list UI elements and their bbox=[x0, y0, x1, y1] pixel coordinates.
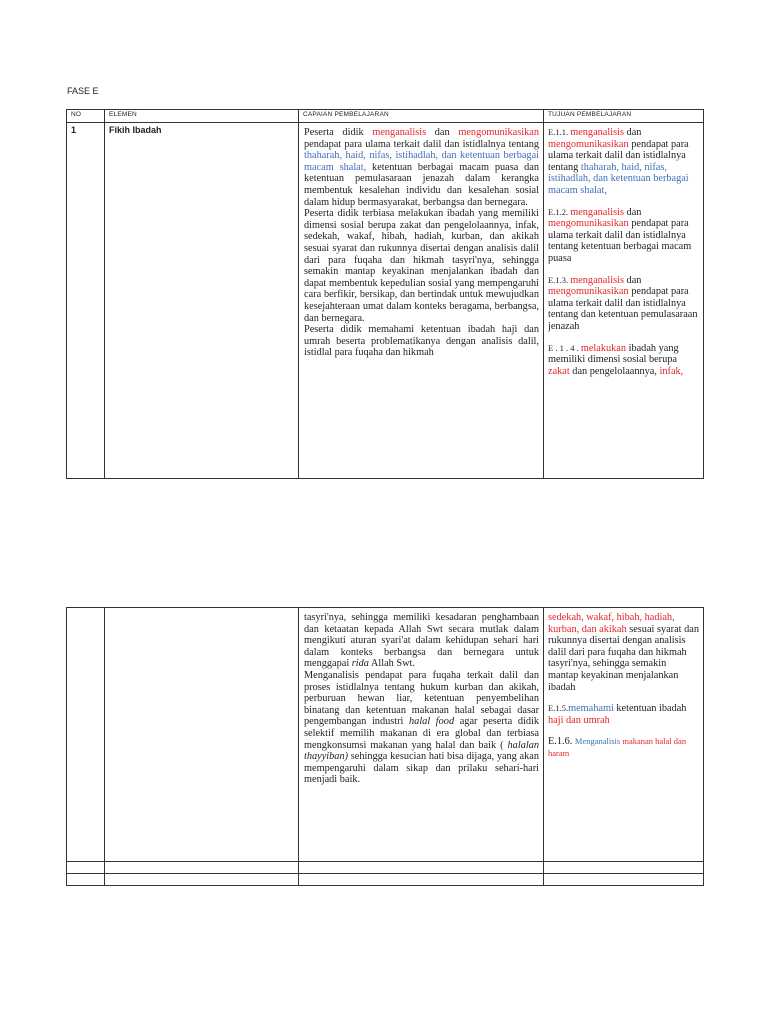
capaian-paragraph-3-continued: tasyri'nya, sehingga memiliki kesadaran penghambaan dan ketaatan kepada Allah Swt secara mutlak dalam mengikuti aturan syari'at dalam kehidupan sehari hari dalam konteks berbangsa dan bernegara untuk menggapai rida Allah Swt. bbox=[304, 612, 539, 670]
curriculum-table bbox=[66, 109, 704, 479]
tujuan-e14: E . 1 . 4 . melakukan ibadah yang memiliki dimensi sosial berupa zakat dan pengelolaannya, infak, bbox=[548, 342, 684, 377]
table-header-row bbox=[67, 110, 704, 123]
row-elemen-empty bbox=[105, 608, 299, 862]
capaian-paragraph-4: Menganalisis pendapat para fuqaha terkait dalil dan proses istidlalnya tentang hukum kurban dan akikah, perburuan hewan liar, ketentuan penyembelihan binatang dan ketentuan makanan halal sebagai dasar pengembangan industri halal food agar peserta didik selektif memilih makanan di era global dan terbiasa mengkonsumsi makanan yang halal dan baik ( halalan thayyiban) sehingga kesucian hati bisa dijaga, yang akan mempengaruhi dalam sikap dan prilaku sehari-hari menjadi baik. bbox=[304, 669, 539, 786]
row-number-empty bbox=[67, 608, 105, 862]
capaian-cell-continued bbox=[299, 608, 544, 862]
capaian-cell bbox=[299, 123, 544, 479]
empty-row bbox=[67, 874, 704, 886]
tujuan-e11: E.1.1. menganalisis dan mengomunikasikan pendapat para ulama terkait dalil dan istidlalnya tentang thaharah, haid, nifas, istihadlah, dan ketentuan berbagai macam shalat, bbox=[548, 127, 689, 196]
empty-row bbox=[67, 862, 704, 874]
table-row bbox=[67, 608, 704, 862]
tujuan-e15: E.1.5.memahami ketentuan ibadah haji dan umrah bbox=[548, 703, 687, 726]
header-elemen: ELEMEN bbox=[105, 110, 299, 123]
header-no: NO bbox=[67, 110, 105, 123]
capaian-paragraph-3: Peserta didik memahami ketentuan ibadah haji dan umrah beserta problematikanya dengan analisis dalil, istidlal para fuqaha dan hikmah bbox=[304, 324, 539, 359]
tujuan-e13: E.1.3. menganalisis dan mengomunikasikan pendapat para ulama terkait dalil dan istidlalnya tentang dan ketentuan pemulasaraan jenazah bbox=[548, 274, 698, 332]
tujuan-e12: E.1.2. menganalisis dan mengomunikasikan pendapat para ulama terkait dalil dan istidlalnya tentang ketentuan berbagai macam puasa bbox=[548, 206, 692, 264]
header-tujuan: TUJUAN PEMBELAJARAN bbox=[544, 110, 704, 123]
capaian-paragraph-2: Peserta didik terbiasa melakukan ibadah yang memiliki dimensi sosial berupa zakat dan pengelolaannya, infak, sedekah, wakaf, hibah, hadiah, kurban, dan akikah sesuai syarat dan rukunnya disertai dengan analisis dalil dari para fuqaha dan hikmah tasyri'nya, sehingga semakin mantap keyakinan menjalankan ibadah dan dapat membentuk kepedulian sosial yang mempengaruhi cara berfikir, bersikap, dan bertindak untuk mewujudkan kesejahteraan umat dalam konteks beragama, berbangsa, dan bernegara. bbox=[304, 208, 539, 324]
tujuan-cell bbox=[544, 123, 704, 479]
header-capaian: CAPAIAN PEMBELAJARAN bbox=[299, 110, 544, 123]
row-number: 1 bbox=[67, 123, 105, 479]
row-elemen: Fikih Ibadah bbox=[105, 123, 299, 479]
curriculum-table-continued bbox=[66, 607, 704, 886]
capaian-paragraph-1: Peserta didik menganalisis dan mengomunikasikan pendapat para ulama terkait dalil dan istidlalnya tentang thaharah, haid, nifas, istihadlah, dan ketentuan berbagai macam shalat, ketentuan berbagai macam puasa dan ketentuan pemulasaraan jenazah dalam kerangka membentuk kesalehan individu dan kesalehan sosial dalam hidup bermasyarakat, berbangsa dan bernegara. bbox=[304, 127, 539, 208]
tujuan-e14-continued: sedekah, wakaf, hibah, hadiah, kurban, dan akikah sesuai syarat dan rukunnya disertai dengan analisis dalil dari para fuqaha dan hikmah tasyri'nya, sehingga semakin mantap keyakinan menjalankan ibadah bbox=[548, 612, 699, 693]
fase-label: FASE E bbox=[67, 86, 99, 96]
tujuan-cell-continued bbox=[544, 608, 704, 862]
table-row bbox=[67, 123, 704, 479]
tujuan-e16: E.1.6. Menganalisis makanan halal dan haram bbox=[548, 736, 687, 758]
